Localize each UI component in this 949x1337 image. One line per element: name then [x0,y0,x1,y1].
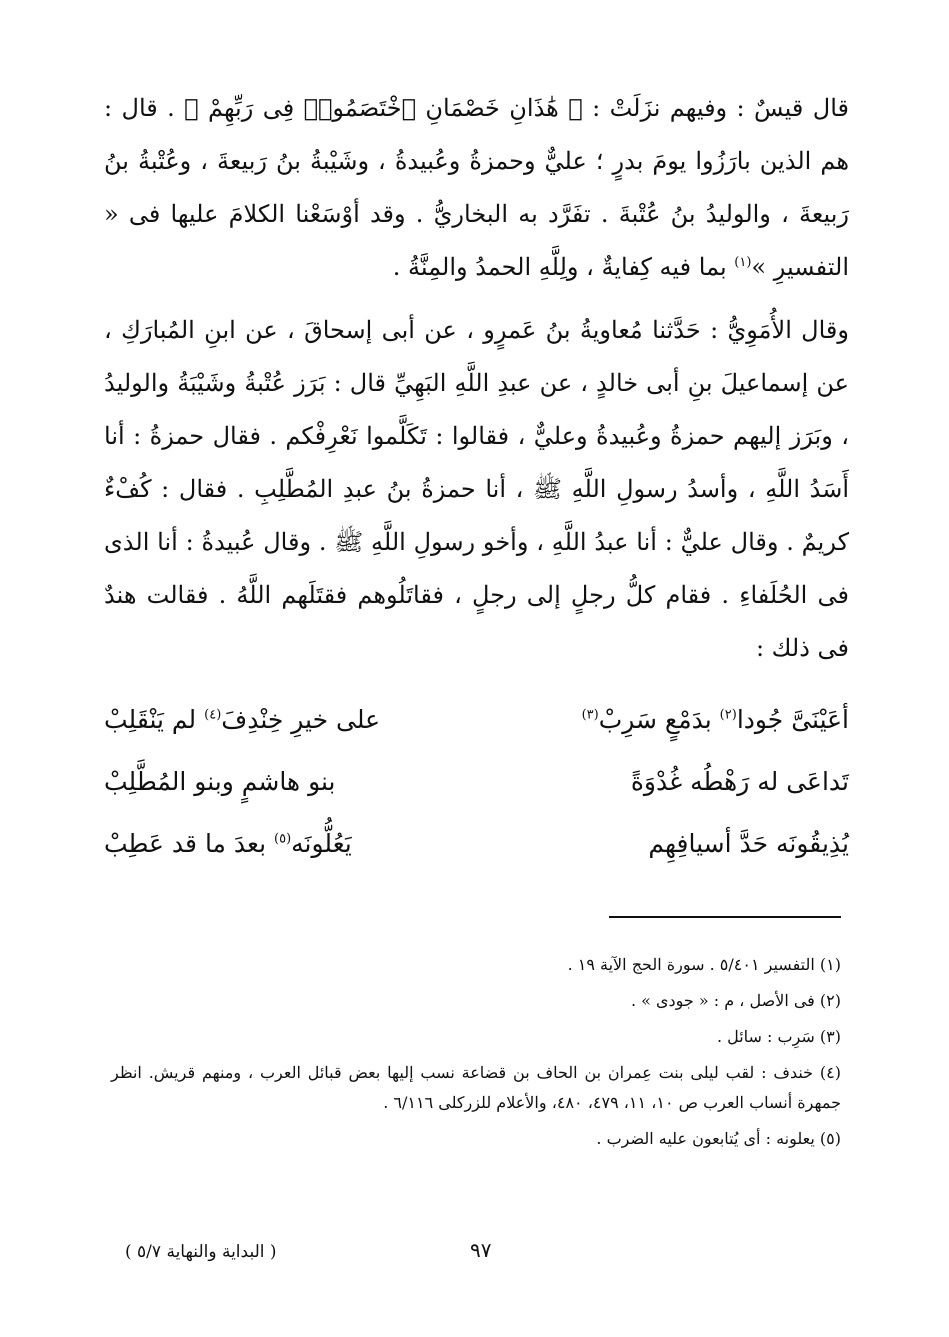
book-source-label: ( البداية والنهاية ٥/٧ ) [125,1242,277,1262]
paragraph-2: وقال الأُمَوِيُّ : حَدَّثنا مُعاويةُ بنُ عَمرٍو ، عن أبى إسحاقَ ، عن ابنِ المُبارَكِ ، عن إسماعيلَ بنِ أبى خالدٍ ، عن عبدِ اللَّهِ البَهِيِّ قال : بَرَز عُتْبةُ وشَيْبَةُ والوليدُ ، وبَرَز إليهم حمزةُ وعُبيدةُ وعليٌّ ، فقالوا : تَكَلَّموا نَعْرِفْكم . فقال حمزةُ : أنا أَسَدُ اللَّهِ ، وأسدُ رسولِ اللَّهِ ﷺ ، أنا حمزةُ بنُ عبدِ المُطَّلِبِ . فقال : كُفْءٌ كريمٌ . وقال عليٌّ : أنا عبدُ اللَّهِ ، وأخو رسولِ اللَّهِ ﷺ . وقال عُبيدةُ : أنا الذى فى الحُلَفاءِ . فقام كلُّ رجلٍ إلى رجلٍ ، فقاتَلُوهم فقتَلَهم اللَّهُ . فقالت هندٌ فى ذلك : [104,316,849,662]
verse-1-second-b: لم يَنْقَلِبْ [104,705,197,734]
verse-3-second-a: يَعُلُّونَه [291,829,352,858]
paragraph-1-text: قال قيسٌ : وفيهم نزَلَتْ : ﴿ هَٰذَانِ خَصْمَانِ ٱخْتَصَمُوا۟ فِى رَبِّهِمْ ﴾ . قال : هم الذين بارَزُوا يومَ بدرٍ ؛ عليٌّ وحمزةُ وعُبيدةُ ، وشَيْبةُ بنُ رَبيعةَ ، وعُتْبةُ بنُ رَبيعةَ ، والوليدُ بنُ عُتْبةَ . تفَرَّد به البخاريُّ . وقد أوْسَعْنا الكلامَ عليها فى « التفسيرِ » [104,94,849,281]
verse-2-first-hemistich: تَداعَى له رَهْطُه غُدْوَةً [630,767,849,796]
footnote-ref-1: (١) [734,255,752,270]
verse-1-second-a: على خيرِ خِنْدِفَ [221,705,381,734]
footnotes [111,950,841,1160]
paragraph-1 [104,82,849,294]
page-footer [0,1238,949,1278]
verse-3-second-hemistich [104,814,352,876]
footnote-1: (١) التفسير ٥/٤٠١ . سورة الحج الآية ١٩ . [567,955,841,974]
main-text [104,82,849,675]
footnote-ref-5: (٥) [274,831,292,847]
footnote-ref-2: (٢) [719,707,737,723]
verse-line-2 [104,752,849,814]
poem [104,690,849,876]
footnote-2: (٢) فى الأصل ، م : « جودى » . [630,991,841,1010]
verse-1-first-hemistich [582,690,849,752]
footnote-ref-4: (٤) [204,707,222,723]
footnote-5: (٥) يعلونه : أى يُتابعون عليه الضرب . [596,1129,841,1148]
footnote-4: (٤) خندف : لقب ليلى بنت عِمران بن الحاف بن قضاعة نسب إليها بعض قبائل العرب ، ومنهم قريش. انظر جمهرة أنساب العرب ص ١٠، ١١، ٤٧٩، ٤٨٠، والأعلام للزركلى ٦/١١٦ . [111,1063,841,1112]
verse-1-first-b: بدَمْعٍ سَرِبْ [598,705,712,734]
footnote-3: (٣) سَرِب : سائل . [716,1027,841,1046]
page-number: ٩٧ [470,1238,492,1262]
verse-3-second-b: بعدَ ما قد عَطِبْ [104,829,267,858]
footnote-divider [609,916,841,918]
verse-line-1 [104,690,849,752]
footnote-ref-3: (٣) [581,707,599,723]
verse-line-3 [104,814,849,876]
verse-2-second-hemistich: بنو هاشمٍ وبنو المُطَّلِبْ [104,767,336,796]
verse-1-second-hemistich [104,690,380,752]
verse-3-first-hemistich: يُذِيقُونَه حَدَّ أسيافِهِم [648,829,849,858]
verse-1-first-a: أعَيْنَىَّ جُودا [736,705,849,734]
paragraph-1-end: بما فيه كِفايةٌ ، ولِلَّهِ الحمدُ والمِنَّةُ . [392,253,727,281]
